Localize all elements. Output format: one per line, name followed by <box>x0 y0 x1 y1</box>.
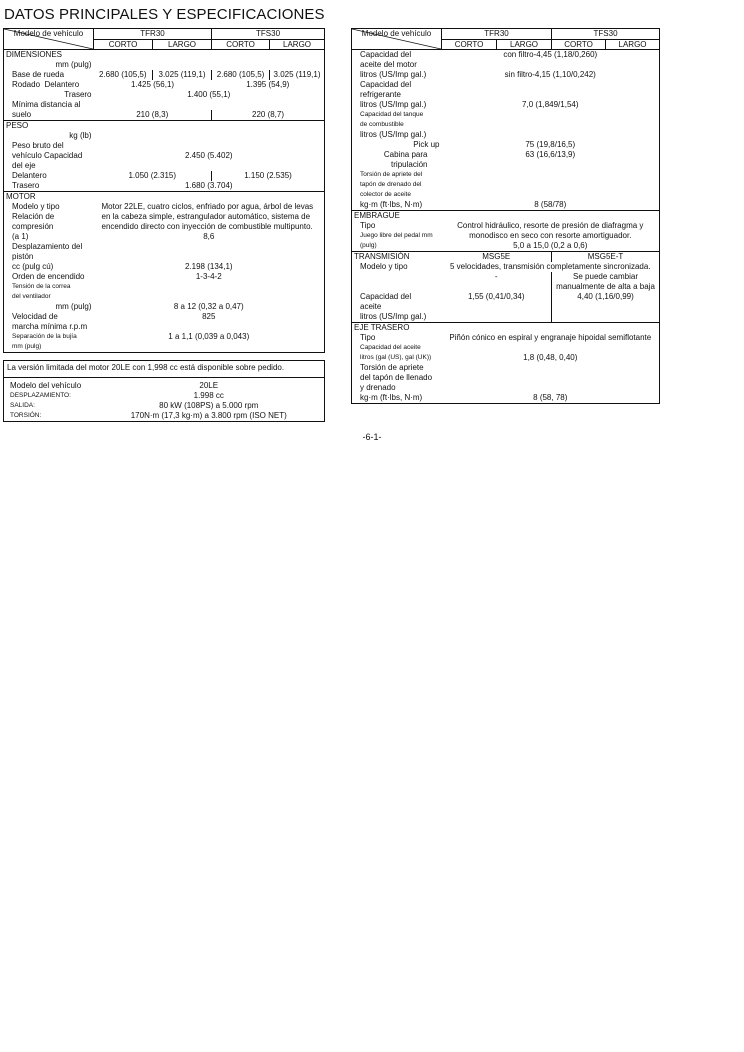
cell-value: 7,0 (1,849/1,54) <box>522 100 579 109</box>
row-label: Capacidad del aceite <box>360 344 421 351</box>
unit-label: kg (lb) <box>69 131 92 140</box>
right-spec-table <box>351 28 660 404</box>
cell-value: 5 velocidades, transmisión completamente sincronizada. <box>449 262 651 271</box>
row-label: litros (US/Imp gal.) <box>360 312 427 321</box>
model-header-cell <box>352 29 442 50</box>
row-label: TORSIÓN: <box>10 412 42 419</box>
cell-value: 8 (58, 78) <box>533 393 568 402</box>
corto-header: CORTO <box>552 39 606 50</box>
row-label: SALIDA: <box>10 402 35 409</box>
cell-value: 825 <box>202 312 216 321</box>
limited-note: La versión limitada del motor 20LE con 1,998 cc está disponible sobre pedido. <box>4 361 325 378</box>
row-label: refrigerante <box>360 90 401 99</box>
row-label: Trasero <box>64 90 92 99</box>
row-label: Base de rueda <box>12 70 65 79</box>
diagonal-line <box>4 29 93 49</box>
row-label: compresión <box>12 222 54 231</box>
row-label: del tapón de llenado <box>360 373 433 382</box>
page-title: DATOS PRINCIPALES Y ESPECIFICACIONES <box>4 6 325 23</box>
row-label: litros (US/Imp gal.) <box>360 70 427 79</box>
corto-header: CORTO <box>212 39 270 50</box>
cell-value: 3.025 (119,1) <box>153 70 212 80</box>
row-label: Trasero <box>12 181 40 190</box>
row-label: DESPLAZAMIENTO: <box>10 392 71 399</box>
row-label: mm (pulg) <box>55 302 92 311</box>
cell-value: 8 (58/78) <box>534 200 567 209</box>
cell-value: 20LE <box>199 381 219 390</box>
row-label: Capacidad del <box>360 50 412 59</box>
row-label: litros (US/Imp gal.) <box>360 100 427 109</box>
row-label: Juego libre del pedal mm <box>360 232 433 239</box>
row-label: Modelo y tipo <box>360 262 408 271</box>
cell-value: 2.450 (5.402) <box>184 151 233 160</box>
row-label <box>4 80 94 90</box>
row-label: aceite del motor <box>360 60 417 69</box>
cell-value: 75 (19,8/16,5) <box>525 140 576 149</box>
cell-value: 3.025 (119,1) <box>270 70 325 80</box>
cell-value: - <box>494 272 498 281</box>
cell-value: 1,55 (0,41/0,34) <box>468 292 525 301</box>
row-label: Tipo <box>360 333 376 342</box>
row-label: (pulg) <box>360 242 377 249</box>
row-label: colector de aceite <box>360 191 411 198</box>
row-label: Capacidad del tanque <box>360 111 424 118</box>
cell-value: 4,40 (1,16/0,99) <box>552 292 660 302</box>
row-label: Separación de la bujía <box>12 333 77 340</box>
row-label: de combustible <box>360 121 404 128</box>
cell-value: MSG5E-T <box>552 252 660 263</box>
row-label: Tipo <box>360 221 376 230</box>
cell-value: 170N·m (17,3 kg·m) a 3.800 rpm (ISO NET) <box>130 411 287 420</box>
cell-value: sin filtro-4,15 (1,10/0,242) <box>504 70 596 79</box>
section-title: EMBRAGUE <box>352 211 442 222</box>
row-label: Pick up <box>413 140 440 149</box>
cell-value: 2.198 (134,1) <box>184 262 233 271</box>
row-label: Desplazamiento del <box>12 242 83 251</box>
row-label: Capacidad del <box>360 80 412 89</box>
row-label: kg·m (ft·lbs, N·m) <box>360 200 423 209</box>
row-label: Modelo y tipo <box>12 202 60 211</box>
row-label: del ventilador <box>12 293 51 300</box>
largo-header: LARGO <box>270 39 325 50</box>
cell-value: 5,0 a 15,0 (0,2 a 0,6) <box>513 241 588 250</box>
cell-value: monodisco en seco con resorte amortiguador. <box>469 231 632 240</box>
cell-value: 1.680 (3.704) <box>184 181 233 190</box>
cell-value: MSG5E <box>442 252 552 263</box>
cell-value: 1.998 cc <box>193 391 224 400</box>
cell-value: 2.680 (105,5) <box>212 70 270 80</box>
row-label: (a 1) <box>12 232 29 241</box>
row-label: litros (gal (US), gal (UK)) <box>360 354 432 361</box>
row-label: Delantero <box>12 171 47 180</box>
section-title: MOTOR <box>4 192 94 203</box>
left-spec-table <box>3 28 325 353</box>
tfr-header: TFR30 <box>94 29 212 40</box>
section-title: DIMENSIONES <box>6 50 63 59</box>
cell-value: 80 kW (108PS) a 5.000 rpm <box>159 401 259 410</box>
cell-value: encendido directo con inyección de combustible multipunto. <box>101 222 313 231</box>
row-label: Velocidad de <box>12 312 58 321</box>
cell-value: 8 a 12 (0,32 a 0,47) <box>173 302 244 311</box>
tfs-header: TFS30 <box>552 29 660 40</box>
cell-value: manualmente de alta a baja <box>552 282 660 292</box>
cell-value: 1.050 (2.315) <box>128 171 177 180</box>
row-label: vehículo Capacidad <box>12 151 83 160</box>
cell-value: 1.395 (54,9) <box>246 80 290 89</box>
row-label: Peso bruto del <box>12 141 64 150</box>
limited-version-table <box>3 360 325 422</box>
tfr-header: TFR30 <box>442 29 552 40</box>
section-title: TRANSMISIÓN <box>352 252 442 263</box>
unit-label: mm (pulg) <box>55 60 92 69</box>
row-label: Mínima distancia al <box>12 100 81 109</box>
cell-value: 1.425 (56,1) <box>130 80 175 89</box>
row-label: tapón de drenado del <box>360 181 422 188</box>
row-label: kg·m (ft·lbs, N·m) <box>360 393 423 402</box>
model-label: Modelo de vehículo <box>361 29 432 38</box>
row-label: cc (pulg cú) <box>12 262 54 271</box>
row-label: y drenado <box>360 383 396 392</box>
row-label: suelo <box>12 110 32 119</box>
rodado-label: Rodado <box>12 80 41 89</box>
cell-value: 2.680 (105,5) <box>98 70 147 79</box>
model-label: Modelo de vehículo <box>13 29 84 38</box>
cell-value: 1-3-4-2 <box>195 272 222 281</box>
cell-value: en la cabeza simple, estrangulador automático, sistema de <box>101 212 311 221</box>
cell-value: 1.400 (55,1) <box>187 90 231 99</box>
row-label: Modelo del vehículo <box>10 381 82 390</box>
largo-header: LARGO <box>153 39 212 50</box>
cell-value: Se puede cambiar <box>552 272 660 282</box>
row-label: litros (US/Imp gal.) <box>360 130 427 139</box>
largo-header: LARGO <box>606 39 660 50</box>
cell-value: 210 (8,3) <box>136 110 169 119</box>
corto-header: CORTO <box>442 39 497 50</box>
section-title: PESO <box>4 121 94 132</box>
corto-header: CORTO <box>94 39 153 50</box>
row-label: Tensión de la correa <box>12 283 71 290</box>
row-label: Capacidad del <box>360 292 412 301</box>
cell-value: 8,6 <box>203 232 215 241</box>
row-label: Torsión de apriete <box>360 363 424 372</box>
largo-header: LARGO <box>497 39 552 50</box>
row-label: marcha mínima r.p.m <box>12 322 88 331</box>
row-label: aceite <box>360 302 382 311</box>
cell-value: 1.150 (2.535) <box>212 171 325 181</box>
cell-value: Control hidráulico, resorte de presión de diafragma y <box>457 221 644 230</box>
cell-value: con filtro-4,45 (1,18/0,260) <box>503 50 598 59</box>
page-number: -6-1- <box>362 432 382 442</box>
row-label: pistón <box>12 252 34 261</box>
row-label: Torsión de apriete del <box>360 171 423 178</box>
cell-value: 220 (8,7) <box>212 110 325 121</box>
row-label: mm (pulg) <box>12 343 42 350</box>
cell-value: 1,8 (0,48, 0,40) <box>523 353 578 362</box>
tfs-header: TFS30 <box>212 29 325 40</box>
cell-value: Motor 22LE, cuatro ciclos, enfriado por agua, árbol de levas <box>101 202 314 211</box>
cell-value: Piñón cónico en espiral y engranaje hipoidal semiflotante <box>449 333 652 342</box>
diagonal-line <box>352 29 441 49</box>
row-label: Relación de <box>12 212 55 221</box>
row-label: del eje <box>12 161 36 170</box>
cell-value: 63 (16,6/13,9) <box>525 150 576 159</box>
section-title: EJE TRASERO <box>352 323 442 334</box>
row-label: tripulación <box>391 160 428 169</box>
cell-value: 1 a 1,1 (0,039 a 0,043) <box>168 332 250 341</box>
model-header-cell <box>4 29 94 50</box>
delantero-label: Delantero <box>44 80 80 89</box>
row-label: Cabina para <box>383 150 428 159</box>
row-label: Orden de encendido <box>12 272 85 281</box>
